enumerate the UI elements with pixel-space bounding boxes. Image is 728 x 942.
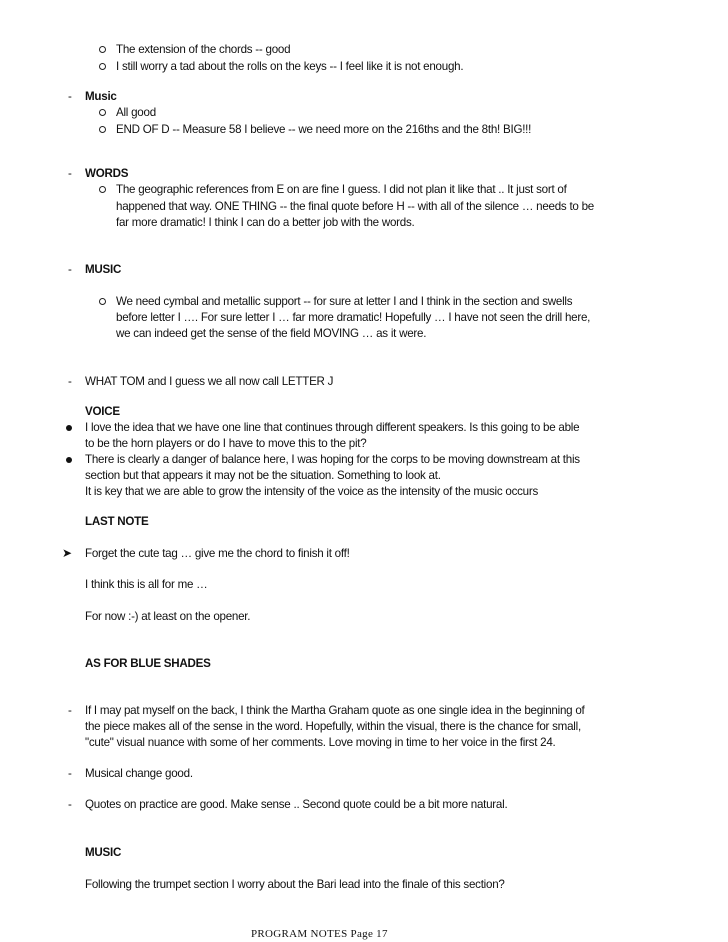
list-item: Quotes on practice are good. Make sense .. Second quote could be a bit more natural. (85, 798, 508, 811)
circle-bullet-icon (99, 46, 106, 53)
letter-j-line: WHAT TOM and I guess we all now call LETTER J (85, 375, 334, 388)
dash-bullet-icon: - (68, 90, 72, 103)
dash-bullet-icon: - (68, 798, 72, 811)
list-item: Musical change good. (85, 767, 193, 780)
paragraph-line: If I may pat myself on the back, I think the Martha Graham quote as one single idea in the beginning of (85, 704, 585, 717)
list-item: I still worry a tad about the rolls on the keys -- I feel like it is not enough. (116, 60, 464, 73)
paragraph: I think this is all for me … (85, 578, 208, 591)
paragraph-line: far more dramatic! I think I can do a better job with the words. (116, 216, 415, 229)
list-item: The extension of the chords -- good (116, 43, 291, 56)
bullet-dot-icon (66, 425, 72, 431)
paragraph-line: section but that appears it may not be the situation. Something to look at. (85, 469, 441, 482)
paragraph-line: There is clearly a danger of balance here, I was hoping for the corps to be moving downstream at this (85, 453, 580, 466)
paragraph-line: we can indeed get the sense of the field MOVING … as it were. (116, 327, 427, 340)
list-item: All good (116, 106, 156, 119)
paragraph-line: It is key that we are able to grow the intensity of the voice as the intensity of the music occurs (85, 485, 539, 498)
dash-bullet-icon: - (68, 263, 72, 276)
circle-bullet-icon (99, 109, 106, 116)
paragraph: For now :-) at least on the opener. (85, 610, 251, 623)
circle-bullet-icon (99, 126, 106, 133)
list-item: END OF D -- Measure 58 I believe -- we need more on the 216ths and the 8th! BIG!!! (116, 123, 532, 136)
section-heading-voice: VOICE (85, 405, 120, 418)
list-item: Forget the cute tag … give me the chord to finish it off! (85, 547, 350, 560)
paragraph-line: to be the horn players or do I have to move this to the pit? (85, 437, 367, 450)
circle-bullet-icon (99, 63, 106, 70)
circle-bullet-icon (99, 186, 106, 193)
paragraph-line: the piece makes all of the sense in the word. Hopefully, within the visual, there is the chance for small, (85, 720, 581, 733)
bullet-dot-icon (66, 457, 72, 463)
section-heading-music: MUSIC (85, 263, 122, 276)
arrow-bullet-icon: ➤ (62, 546, 73, 560)
paragraph-line: "cute" visual nuance with some of her comments. Love moving in time to her voice in the first 24. (85, 736, 556, 749)
section-heading-last-note: LAST NOTE (85, 515, 149, 528)
dash-bullet-icon: - (68, 704, 72, 717)
paragraph-line: I love the idea that we have one line that continues through different speakers. Is this going to be able (85, 421, 580, 434)
section-heading-blue-shades: AS FOR BLUE SHADES (85, 657, 211, 670)
paragraph-line: We need cymbal and metallic support -- for sure at letter I and I think in the section and swells (116, 295, 573, 308)
section-heading-music: Music (85, 90, 117, 103)
paragraph-line: The geographic references from E on are fine I guess. I did not plan it like that .. It just sort of (116, 183, 567, 196)
dash-bullet-icon: - (68, 375, 72, 388)
section-heading-words: WORDS (85, 167, 129, 180)
paragraph: Following the trumpet section I worry about the Bari lead into the finale of this section? (85, 878, 505, 891)
dash-bullet-icon: - (68, 167, 72, 180)
paragraph-line: happened that way. ONE THING -- the final quote before H -- with all of the silence … needs to be (116, 200, 594, 213)
circle-bullet-icon (99, 298, 106, 305)
section-heading-music: MUSIC (85, 846, 122, 859)
page-footer: PROGRAM NOTES Page 17 (251, 928, 388, 940)
paragraph-line: before letter I …. For sure letter I … far more dramatic! Hopefully … I have not seen the drill here, (116, 311, 591, 324)
dash-bullet-icon: - (68, 767, 72, 780)
